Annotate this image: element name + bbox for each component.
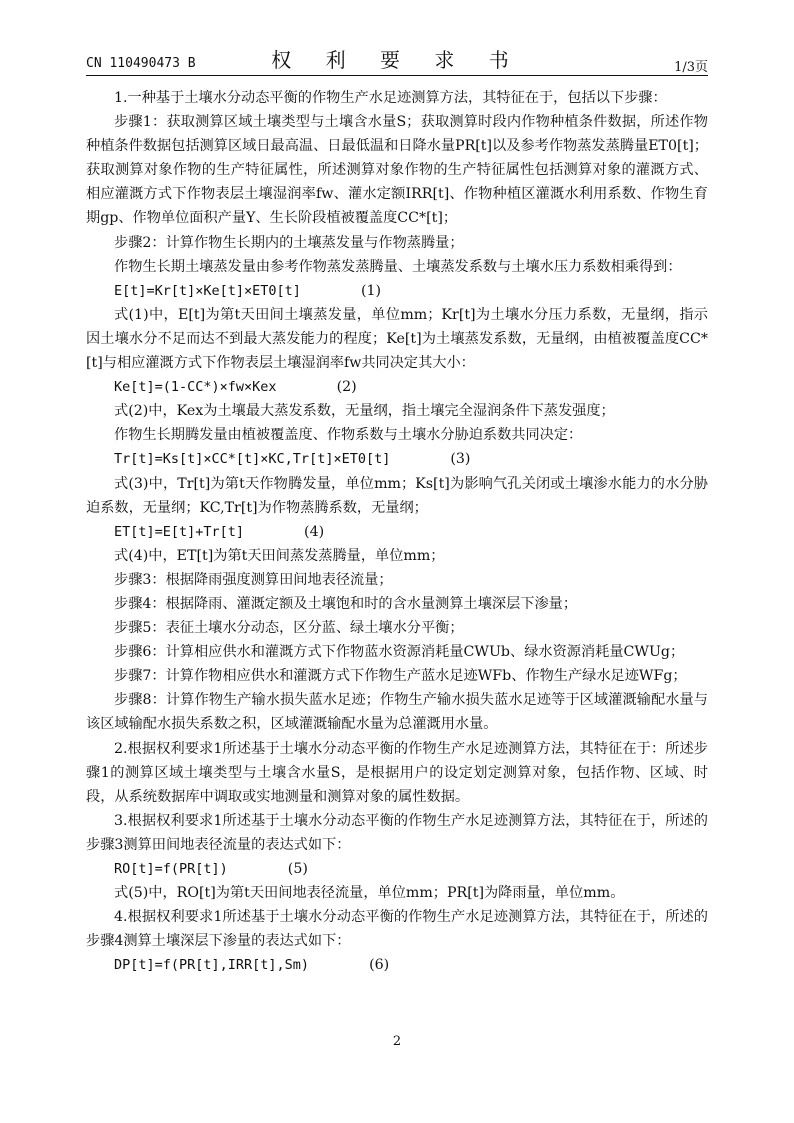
claim-2: 2.根据权利要求1所述基于土壤水分动态平衡的作物生产水足迹测算方法，其特征在于：所述步骤1的测算区域土壤类型与土壤含水量S，是根据用户的设定划定测算对象，包括作物、区域、时段，从系统数据库中调取或实地测量和测算对象的属性数据。 <box>86 740 708 805</box>
equation-3-formula: Tr[t]=Ks[t]×CC*[t]×KC,Tr[t]×ET0[t] <box>114 451 391 468</box>
equation-5-number: (5) <box>287 861 308 877</box>
claim-1-step-5: 步骤5：表征土壤水分动态，区分蓝、绿土壤水分平衡； <box>114 620 464 637</box>
equation-1-formula: E[t]=Kr[t]×Ke[t]×ET0[t] <box>114 282 301 299</box>
claims-body <box>86 86 708 977</box>
equation-4 <box>86 520 708 544</box>
header-rule <box>86 75 708 76</box>
equation-3 <box>86 447 708 471</box>
page-title: 权 利 要 求 书 <box>271 48 523 72</box>
equation-5-description: 式(5)中，RO[t]为第t天田间地表径流量，单位mm；PR[t]为降雨量，单位mm。 <box>114 885 625 902</box>
claim-1-intro: 1.一种基于土壤水分动态平衡的作物生产水足迹测算方法，其特征在于，包括以下步骤： <box>114 90 667 106</box>
claim-1-step-1: 步骤1：获取测算区域土壤类型与土壤含水量S；获取测算时段内作物种植条件数据，所述作物种植条件数据包括测算区域日最高温、日最低温和日降水量PR[t]以及参考作物蒸发蒸腾量ET0[t]；获取测算对象作物的生产特征属性，所述测算对象作物的生产特征属性包括测算对象的灌溉方式、相应灌溉方式下作物表层土壤湿润率fw、灌水定额IRR[t]、作物种植区灌溉水利用系数、作物生育期gp、作物单位面积产量Y、生长阶段植被覆盖度CC*[t]； <box>86 114 708 227</box>
equation-1-description: 式(1)中，E[t]为第t天田间土壤蒸发量，单位mm；Kr[t]为土壤水分压力系数，无量纲，指示因土壤水分不足而达不到最大蒸发能力的程度；Ke[t]为土壤蒸发系数，无量纲，由植被覆盖度CC*[t]与相应灌溉方式下作物表层土壤湿润率fw共同决定其大小： <box>86 306 708 372</box>
equation-1 <box>86 279 708 303</box>
equation-6-number: (6) <box>369 957 390 974</box>
page-number: 2 <box>392 1034 402 1049</box>
claim-4: 4.根据权利要求1所述基于土壤水分动态平衡的作物生产水足迹测算方法，其特征在于，所述的步骤4测算土壤深层下渗量的表达式如下： <box>86 909 708 950</box>
equation-3-number: (3) <box>450 451 471 468</box>
claim-1-step-6: 步骤6：计算相应供水和灌溉方式下作物蓝水资源消耗量CWUb、绿水资源消耗量CWUg； <box>114 644 685 661</box>
equation-4-description: 式(4)中，ET[t]为第t天田间蒸发蒸腾量，单位mm； <box>114 547 445 564</box>
equation-5 <box>86 857 708 881</box>
equation-3-description: 式(3)中，Tr[t]为第t天作物腾发量，单位mm；Ks[t]为影响气孔关闭或土壤渗水能力的水分胁迫系数，无量纲；KC,Tr[t]为作物蒸腾系数，无量纲； <box>86 475 708 516</box>
page-indicator: 1/3页 <box>674 60 708 75</box>
claim-1-step-8: 步骤8：计算作物生产输水损失蓝水足迹；作物生产输水损失蓝水足迹等于区域灌溉输配水量与该区域输配水损失系数之积，区域灌溉输配水量为总灌溉用水量。 <box>86 692 708 733</box>
claim-1-step-3: 步骤3：根据降雨强度测算田间地表径流量； <box>114 571 393 588</box>
claim-3: 3.根据权利要求1所述基于土壤水分动态平衡的作物生产水足迹测算方法，其特征在于，所述的步骤3测算田间地表径流量的表达式如下： <box>86 812 708 853</box>
equation-2-formula: Ke[t]=(1-CC*)×fw×Kex <box>114 379 277 396</box>
page-header <box>86 40 708 74</box>
patent-number: CN 110490473 B <box>86 56 196 71</box>
equation-2 <box>86 375 708 399</box>
equation-1-number: (1) <box>360 282 382 299</box>
equation-2-description: 式(2)中，Kex为土壤最大蒸发系数，无量纲，指土壤完全湿润条件下蒸发强度； <box>114 403 615 420</box>
equation-2-number: (2) <box>336 379 357 396</box>
claim-1-step-2: 步骤2：计算作物生长期内的土壤蒸发量与作物蒸腾量； <box>114 234 464 251</box>
equation-4-number: (4) <box>304 523 325 540</box>
equation-5-formula: RO[t]=f(PR[t]) <box>114 861 228 877</box>
equation-4-formula: ET[t]=E[t]+Tr[t] <box>114 523 245 540</box>
claim-1-step-4: 步骤4：根据降雨、灌溉定额及土壤饱和时的含水量测算土壤深层下渗量； <box>114 595 578 612</box>
equation-6-formula: DP[t]=f(PR[t],IRR[t],Sm) <box>114 957 310 974</box>
equation-6 <box>86 953 708 977</box>
transpiration-intro: 作物生长期腾发量由植被覆盖度、作物系数与土壤水分胁迫系数共同决定： <box>114 427 583 444</box>
evaporation-intro: 作物生长期土壤蒸发量由参考作物蒸发蒸腾量、土壤蒸发系数与土壤水压力系数相乘得到： <box>114 258 682 275</box>
claim-1-step-7: 步骤7：计算作物相应供水和灌溉方式下作物生产蓝水足迹WFb、作物生产绿水足迹WFg； <box>114 668 687 685</box>
